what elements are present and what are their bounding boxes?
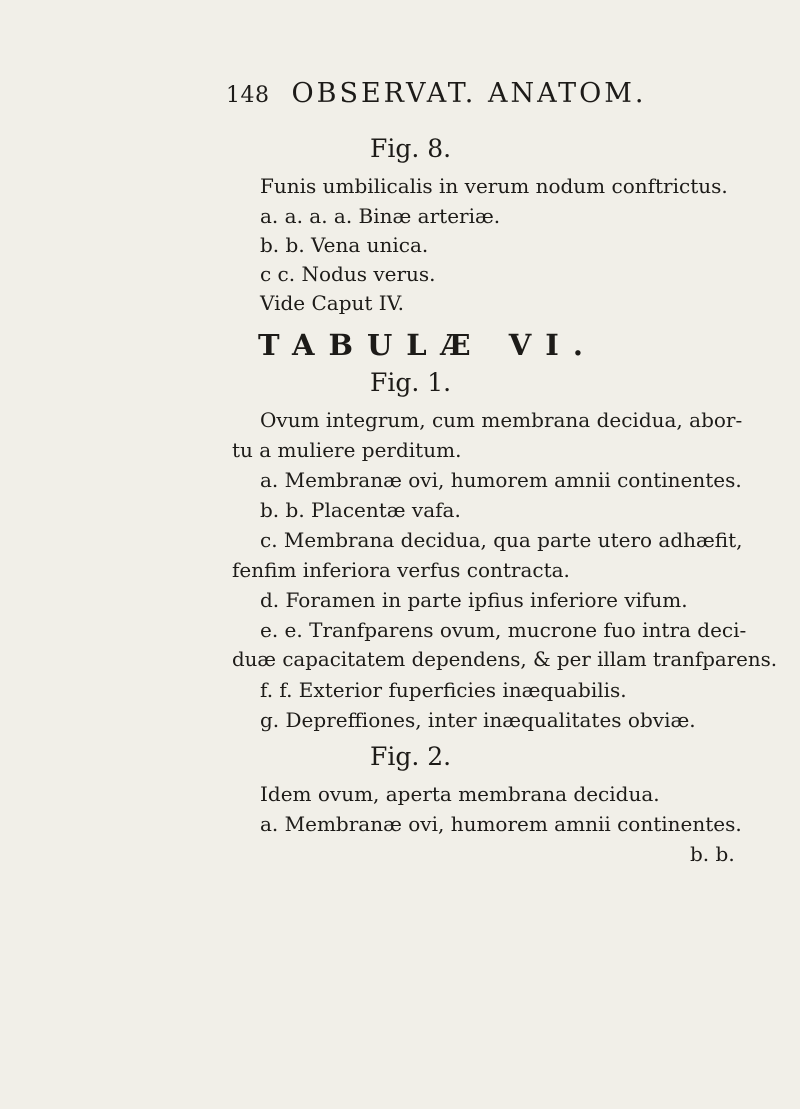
page-header (226, 78, 646, 109)
page-number: 148 (226, 83, 270, 108)
fig-2-heading: Fig. 2. (370, 742, 452, 771)
plate-heading: TABULÆ VI. (258, 328, 597, 362)
fig-1-line: g. Depreffiones, inter inæqualitates obviæ. (260, 708, 696, 732)
fig-8-heading: Fig. 8. (370, 134, 452, 163)
fig-2-line: a. Membranæ ovi, humorem amnii continentes. (260, 812, 742, 836)
fig-1-line: duæ capacitatem dependens, & per illam tranfparens. (232, 648, 778, 671)
fig-1-heading: Fig. 1. (370, 368, 452, 397)
fig-8-line: a. a. a. a. Binæ arteriæ. (260, 204, 501, 228)
fig-1-line: d. Foramen in parte ipfius inferiore vifum. (260, 588, 688, 612)
fig-8-line: Vide Caput IV. (260, 291, 404, 315)
fig-8-line: Funis umbilicalis in verum nodum conftrictus. (260, 174, 728, 198)
fig-8-line: c c. Nodus verus. (260, 262, 436, 286)
fig-2-line: Idem ovum, aperta membrana decidua. (260, 782, 660, 806)
catchword: b. b. (690, 842, 735, 866)
fig-1-line: Ovum integrum, cum membrana decidua, abor- (260, 408, 743, 432)
fig-1-line: a. Membranæ ovi, humorem amnii continentes. (260, 468, 742, 492)
fig-1-line: c. Membrana decidua, qua parte utero adhæfit, (260, 528, 743, 552)
fig-1-line: fenfim inferiora verfus contracta. (232, 558, 570, 582)
running-title: OBSERVAT. ANATOM. (291, 78, 647, 109)
fig-1-line: e. e. Tranfparens ovum, mucrone fuo intra deci- (260, 618, 747, 642)
fig-1-line: b. b. Placentæ vafa. (260, 498, 461, 522)
fig-8-line: b. b. Vena unica. (260, 233, 429, 257)
fig-1-line: f. f. Exterior fuperficies inæquabilis. (260, 678, 627, 702)
fig-1-line: tu a muliere perditum. (232, 438, 462, 462)
